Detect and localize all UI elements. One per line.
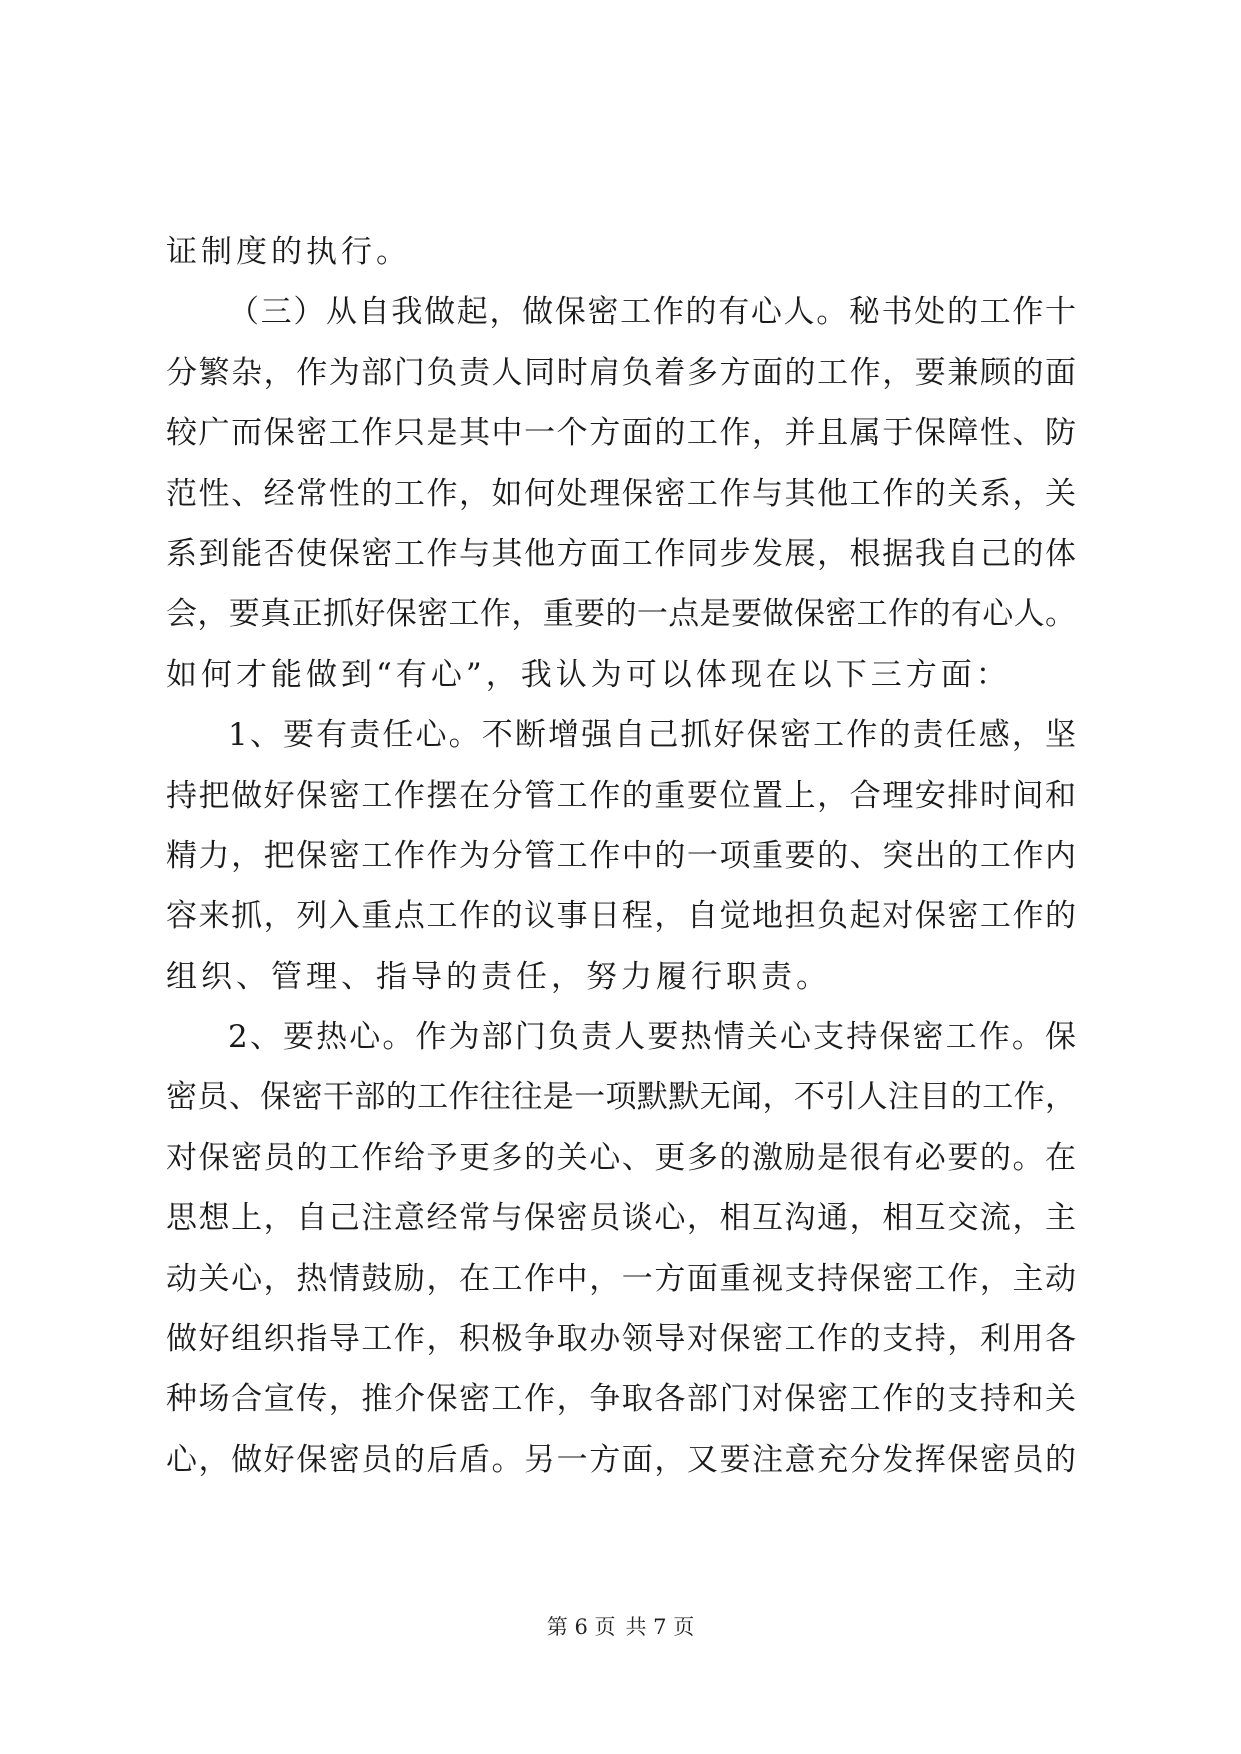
text-line: 动关心，热情鼓励，在工作中，一方面重视支持保密工作，主动 [166,1260,1076,1297]
text-line: 做好组织指导工作，积极争取办领导对保密工作的支持，利用各 [166,1321,1076,1358]
text-line: 密员、保密干部的工作往往是一项默默无闻，不引人注目的工作， [166,1079,1076,1116]
text-line: 较广而保密工作只是其中一个方面的工作，并且属于保障性、防 [166,415,1076,452]
text-line: 种场合宣传，推介保密工作，争取各部门对保密工作的支持和关 [166,1381,1076,1418]
list-item-line: 1、要有责任心。不断增强自己抓好保密工作的责任感，坚 [228,717,1076,754]
page-footer [0,1612,1241,1642]
text-line: 对保密员的工作给予更多的关心、更多的激励是很有必要的。在 [166,1139,1076,1176]
section-heading-line: （三）从自我做起，做保密工作的有心人。秘书处的工作十 [228,294,1076,331]
list-item-line: 2、要热心。作为部门负责人要热情关心支持保密工作。保 [228,1019,1076,1056]
text-line: 组织、管理、指导的责任，努力履行职责。 [166,958,831,995]
body-text [166,222,1076,1490]
text-line: 思想上，自己注意经常与保密员谈心，相互沟通，相互交流，主 [166,1200,1076,1237]
text-line: 范性、经常性的工作，如何处理保密工作与其他工作的关系，关 [166,475,1076,512]
text-line: 心，做好保密员的后盾。另一方面，又要注意充分发挥保密员的 [166,1441,1076,1478]
text-line: 精力，把保密工作作为分管工作中的一项重要的、突出的工作内 [166,837,1076,874]
page-number: 第 6 页 [546,1615,616,1639]
text-line: 容来抓，列入重点工作的议事日程，自觉地担负起对保密工作的 [166,898,1076,935]
page-total: 共 7 页 [625,1615,695,1639]
text-line: 分繁杂，作为部门负责人同时肩负着多方面的工作，要兼顾的面 [166,354,1076,391]
text-line: 会，要真正抓好保密工作，重要的一点是要做保密工作的有心人。 [166,596,1076,633]
text-line: 持把做好保密工作摆在分管工作的重要位置上，合理安排时间和 [166,777,1076,814]
text-line: 证制度的执行。 [166,234,411,270]
text-line: 系到能否使保密工作与其他方面工作同步发展，根据我自己的体 [166,535,1076,572]
text-line: 如何才能做到“有心”，我认为可以体现在以下三方面： [166,656,1011,693]
